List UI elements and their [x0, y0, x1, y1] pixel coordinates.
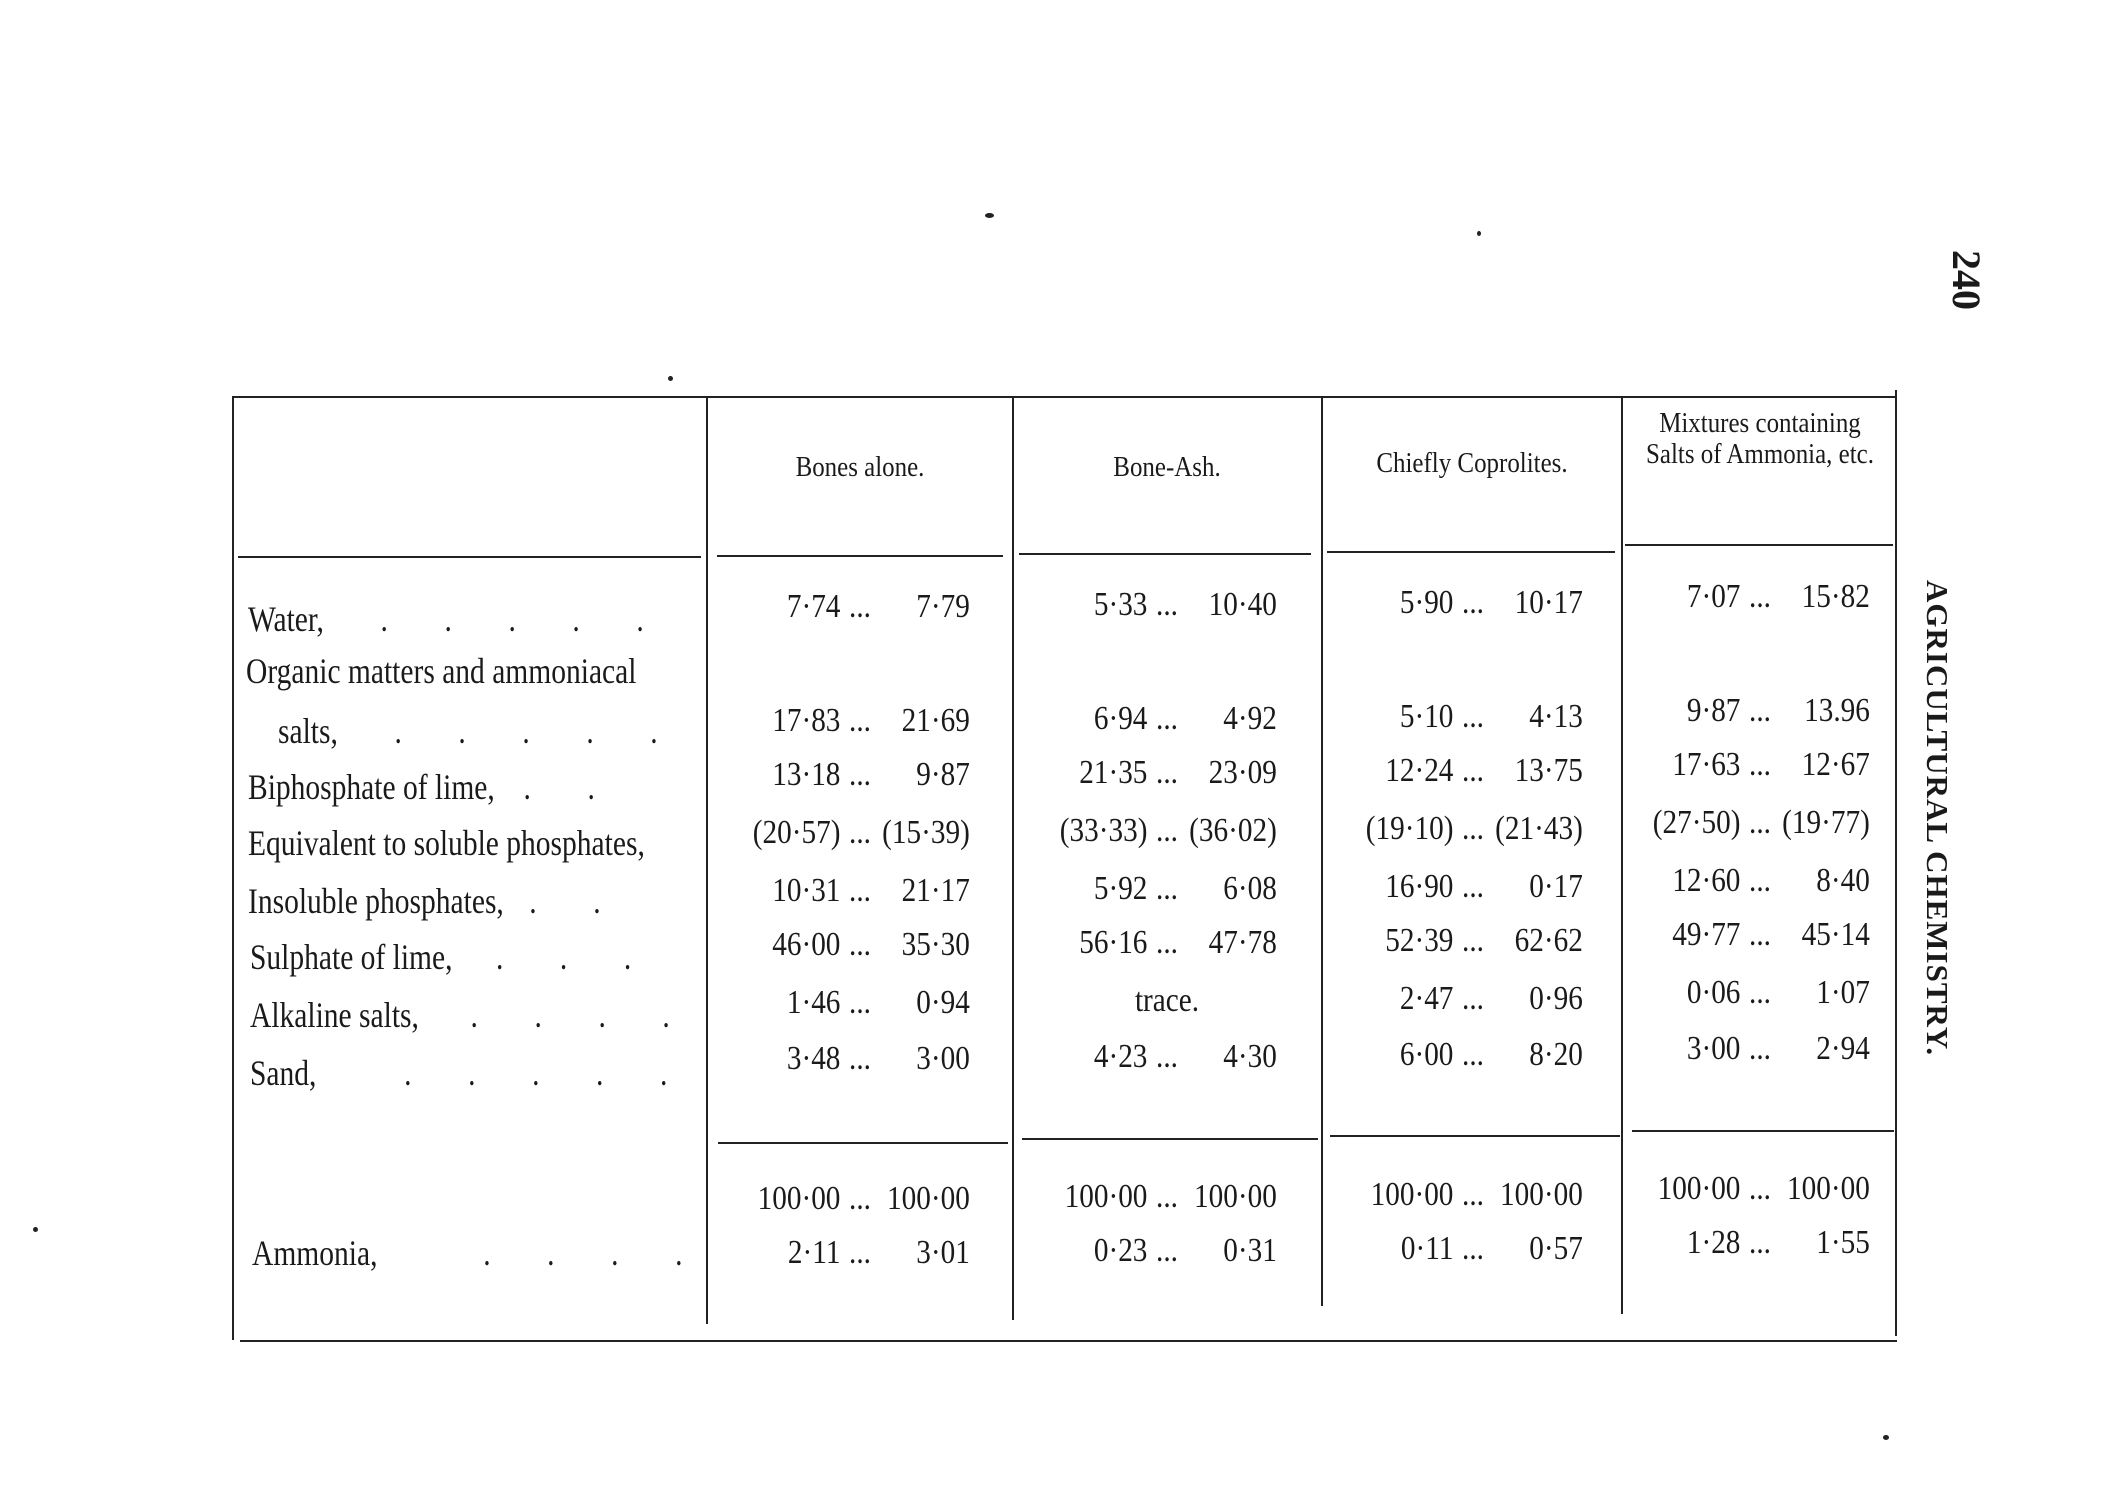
cell-value-high: 0·17: [1529, 868, 1583, 905]
cell-value-low: 2·11: [787, 1234, 841, 1271]
cell-value-low: (20·57): [752, 814, 841, 851]
cell-separator: ...: [849, 1234, 871, 1271]
column-header-bone-ash: Bone-Ash.: [1113, 451, 1221, 483]
cell-separator: ...: [849, 814, 871, 851]
cell-value-low: 5·92: [1093, 870, 1148, 907]
cell-separator: ...: [1156, 1178, 1178, 1215]
cell-value-low: 3·48: [786, 1040, 841, 1077]
cell-value-low: 56·16: [1079, 924, 1148, 961]
cell-value-high: 4·30: [1223, 1038, 1277, 1075]
row-label: Biphosphate of lime, . .: [248, 767, 620, 807]
row-label: salts, . . . . .: [278, 711, 683, 751]
table-cell: [731, 756, 989, 794]
table-cell: [1643, 862, 1877, 900]
ammonia-cell: [731, 1234, 989, 1272]
cell-value-high: 1·07: [1816, 974, 1870, 1011]
table-cell: [1037, 870, 1297, 908]
table-cell: [1344, 1036, 1602, 1074]
cell-value-high: 6·08: [1223, 870, 1277, 907]
table-cell: [731, 872, 989, 910]
cell-separator: ...: [1749, 916, 1771, 953]
cell-separator: ...: [849, 1040, 871, 1077]
cell-value-high: (36·02): [1189, 812, 1277, 849]
cell-value-low: 0·11: [1400, 1230, 1454, 1267]
cell-value-low: 5·10: [1399, 698, 1454, 735]
cell-value-low: (19·10): [1365, 810, 1454, 847]
header-rule: [238, 556, 701, 558]
cell-value-high: 62·62: [1514, 922, 1583, 959]
cell-value-low: (27·50): [1652, 804, 1741, 841]
column-rule: [1012, 396, 1014, 1320]
table-cell: [1344, 810, 1602, 848]
cell-value-high: 100·00: [1787, 1170, 1870, 1207]
cell-value-low: 13·18: [772, 756, 841, 793]
column-rule: [706, 396, 708, 1324]
header-rule: [1019, 553, 1311, 555]
cell-separator: ...: [1749, 974, 1771, 1011]
table-cell: [1037, 754, 1297, 792]
cell-value-high: 35·30: [901, 926, 970, 963]
page-speck: [1883, 1435, 1889, 1440]
total-rule: [1022, 1138, 1318, 1140]
cell-value-low: 17·83: [772, 702, 841, 739]
row-label: Water, . . . . .: [248, 599, 669, 639]
cell-value-high: 15·82: [1801, 578, 1870, 615]
table-cell: [1643, 692, 1877, 730]
column-header-coprolites: Chiefly Coprolites.: [1376, 447, 1568, 479]
total-cell: [1344, 1176, 1602, 1214]
cell-value-high: 8·20: [1529, 1036, 1583, 1073]
cell-value-low: 46·00: [772, 926, 841, 963]
table-cell: [1643, 974, 1877, 1012]
cell-value-low: 16·90: [1385, 868, 1454, 905]
column-header-bones: Bones alone.: [795, 451, 925, 483]
cell-value-high: 100·00: [887, 1180, 970, 1217]
cell-separator: ...: [849, 1180, 871, 1217]
page-number: 240: [1944, 250, 1989, 310]
cell-value-high: 12·67: [1801, 746, 1870, 783]
table-cell: [1037, 812, 1297, 850]
cell-value-high: 10·17: [1514, 584, 1583, 621]
cell-value-low: 21·35: [1079, 754, 1148, 791]
table-left-rule: [232, 396, 234, 1340]
row-label: Equivalent to soluble phosphates,: [248, 823, 645, 863]
table-cell: [1037, 982, 1297, 1020]
cell-separator: ...: [1462, 980, 1484, 1017]
cell-value-low: 9·87: [1686, 692, 1741, 729]
cell-value-low: 49·77: [1672, 916, 1741, 953]
cell-value-high: 4·92: [1223, 700, 1277, 737]
table-cell: [1037, 700, 1297, 738]
cell-value-low: 100·00: [1370, 1176, 1454, 1213]
cell-value-high: 13.96: [1804, 692, 1870, 729]
page-speck: [985, 213, 994, 218]
row-label: Sand, . . . . .: [250, 1053, 692, 1093]
cell-value-low: 5·90: [1399, 584, 1454, 621]
table-cell: [731, 702, 989, 740]
cell-value-high: 47·78: [1208, 924, 1277, 961]
header-rule: [1327, 551, 1615, 553]
cell-value-high: 23·09: [1208, 754, 1277, 791]
cell-value-low: 6·94: [1093, 700, 1148, 737]
cell-value-low: 0·23: [1093, 1232, 1148, 1269]
cell-value-high: 13·75: [1514, 752, 1583, 789]
cell-separator: ...: [1156, 812, 1178, 849]
table-cell: [731, 926, 989, 964]
cell-value-high: 0·94: [916, 984, 970, 1021]
column-rule: [1321, 396, 1323, 1306]
cell-separator: ...: [1462, 922, 1484, 959]
row-label: Organic matters and ammoniacal: [246, 651, 637, 691]
cell-separator: ...: [1156, 1038, 1178, 1075]
cell-separator: ...: [1749, 1170, 1771, 1207]
cell-value-low: 4·23: [1093, 1038, 1148, 1075]
cell-value-high: 21·17: [901, 872, 970, 909]
cell-separator: ...: [1749, 578, 1771, 615]
cell-value-high: 9·87: [916, 756, 970, 793]
cell-separator: ...: [1462, 584, 1484, 621]
row-label-ammonia: Ammonia, . . . .: [252, 1233, 708, 1273]
cell-value-low: 17·63: [1672, 746, 1741, 783]
cell-value-low: 0·06: [1686, 974, 1741, 1011]
cell-separator: ...: [1462, 868, 1484, 905]
cell-value-low: 3·00: [1686, 1030, 1741, 1067]
cell-separator: ...: [1156, 700, 1178, 737]
cell-value-low: 10·31: [772, 872, 841, 909]
cell-value-high: 1·55: [1816, 1224, 1870, 1261]
cell-value-low: 2·47: [1399, 980, 1454, 1017]
cell-value-high: 3·00: [916, 1040, 970, 1077]
total-rule: [1632, 1130, 1894, 1132]
cell-value-low: 100·00: [1657, 1170, 1741, 1207]
cell-value-low: 5·33: [1093, 586, 1148, 623]
table-right-rule: [1895, 390, 1897, 1336]
cell-separator: ...: [1156, 586, 1178, 623]
cell-separator: ...: [1749, 746, 1771, 783]
total-rule: [718, 1142, 1008, 1144]
cell-value-low: 52·39: [1385, 922, 1454, 959]
table-bottom-rule: [240, 1340, 1897, 1342]
table-cell: [1344, 980, 1602, 1018]
total-cell: [1643, 1170, 1877, 1208]
cell-separator: ...: [1462, 1036, 1484, 1073]
table-cell: [731, 984, 989, 1022]
row-label: Alkaline salts, . . . .: [250, 995, 695, 1035]
cell-value-low: 100·00: [1064, 1178, 1148, 1215]
cell-separator: ...: [1749, 862, 1771, 899]
cell-separator: ...: [849, 756, 871, 793]
cell-value-low: 1·46: [786, 984, 841, 1021]
page-speck: [1477, 231, 1481, 236]
cell-separator: ...: [1749, 692, 1771, 729]
column-rule: [1621, 396, 1623, 1314]
table-cell: [731, 814, 989, 852]
cell-value-high: 0·96: [1529, 980, 1583, 1017]
cell-separator: ...: [1749, 804, 1771, 841]
cell-separator: ...: [1462, 1230, 1484, 1267]
cell-value-high: 21·69: [901, 702, 970, 739]
cell-value-high: 7·79: [916, 588, 970, 625]
cell-value-high: (21·43): [1495, 810, 1583, 847]
cell-value-high: 2·94: [1816, 1030, 1870, 1067]
cell-value-low: 6·00: [1399, 1036, 1454, 1073]
cell-separator: ...: [1749, 1030, 1771, 1067]
cell-value-low: (33·33): [1059, 812, 1148, 849]
row-label: Sulphate of lime, . . .: [250, 937, 656, 977]
cell-value-high: 0·31: [1223, 1232, 1277, 1269]
cell-value-high: 45·14: [1801, 916, 1870, 953]
cell-value: trace.: [1134, 982, 1200, 1019]
table-cell: [1037, 586, 1297, 624]
table-top-rule: [232, 396, 1897, 398]
table-cell: [1643, 1030, 1877, 1068]
cell-separator: ...: [849, 588, 871, 625]
cell-separator: ...: [849, 984, 871, 1021]
table-cell: [1344, 868, 1602, 906]
cell-separator: ...: [1156, 754, 1178, 791]
header-rule: [1625, 544, 1893, 546]
cell-value-high: (19·77): [1782, 804, 1870, 841]
cell-value-high: 100·00: [1500, 1176, 1583, 1213]
cell-value-low: 7·74: [786, 588, 841, 625]
table-cell: [1643, 746, 1877, 784]
ammonia-cell: [1344, 1230, 1602, 1268]
table-cell: [1643, 578, 1877, 616]
ammonia-cell: [1643, 1224, 1877, 1262]
cell-separator: ...: [849, 702, 871, 739]
cell-value-low: 12·24: [1385, 752, 1454, 789]
table-cell: [1344, 922, 1602, 960]
cell-value-high: (15·39): [882, 814, 970, 851]
cell-value-high: 8·40: [1816, 862, 1870, 899]
table-cell: [1344, 698, 1602, 736]
cell-value-high: 10·40: [1208, 586, 1277, 623]
cell-value-high: 4·13: [1529, 698, 1583, 735]
cell-separator: ...: [1156, 870, 1178, 907]
table-cell: [1643, 916, 1877, 954]
ammonia-cell: [1037, 1232, 1297, 1270]
cell-value-high: 3·01: [916, 1234, 970, 1271]
cell-value-low: 7·07: [1686, 578, 1741, 615]
cell-separator: ...: [1462, 810, 1484, 847]
cell-separator: ...: [1462, 698, 1484, 735]
cell-value-low: 12·60: [1672, 862, 1741, 899]
cell-value-high: 0·57: [1529, 1230, 1583, 1267]
table-cell: [731, 1040, 989, 1078]
cell-separator: ...: [1156, 1232, 1178, 1269]
table-cell: [731, 588, 989, 626]
cell-separator: ...: [1462, 752, 1484, 789]
table-cell: [1037, 924, 1297, 962]
total-cell: [731, 1180, 989, 1218]
cell-separator: ...: [1749, 1224, 1771, 1261]
total-rule: [1330, 1135, 1620, 1137]
cell-value-low: 100·00: [757, 1180, 841, 1217]
page-speck: [668, 376, 673, 381]
page-speck: [33, 1227, 38, 1232]
running-head: AGRICULTURAL CHEMISTRY.: [1920, 580, 1955, 1057]
cell-separator: ...: [1156, 924, 1178, 961]
cell-value-low: 1·28: [1686, 1224, 1741, 1261]
cell-separator: ...: [1462, 1176, 1484, 1213]
table-cell: [1643, 804, 1877, 842]
total-cell: [1037, 1178, 1297, 1216]
row-label: Insoluble phosphates, . .: [248, 881, 626, 921]
cell-separator: ...: [849, 872, 871, 909]
table-cell: [1344, 584, 1602, 622]
composition-table: [232, 390, 1897, 1330]
cell-separator: ...: [849, 926, 871, 963]
table-cell: [1344, 752, 1602, 790]
cell-value-high: 100·00: [1194, 1178, 1277, 1215]
column-header-mixtures: Mixtures containing Salts of Ammonia, etc.: [1646, 407, 1874, 470]
header-rule: [717, 555, 1003, 557]
table-cell: [1037, 1038, 1297, 1076]
